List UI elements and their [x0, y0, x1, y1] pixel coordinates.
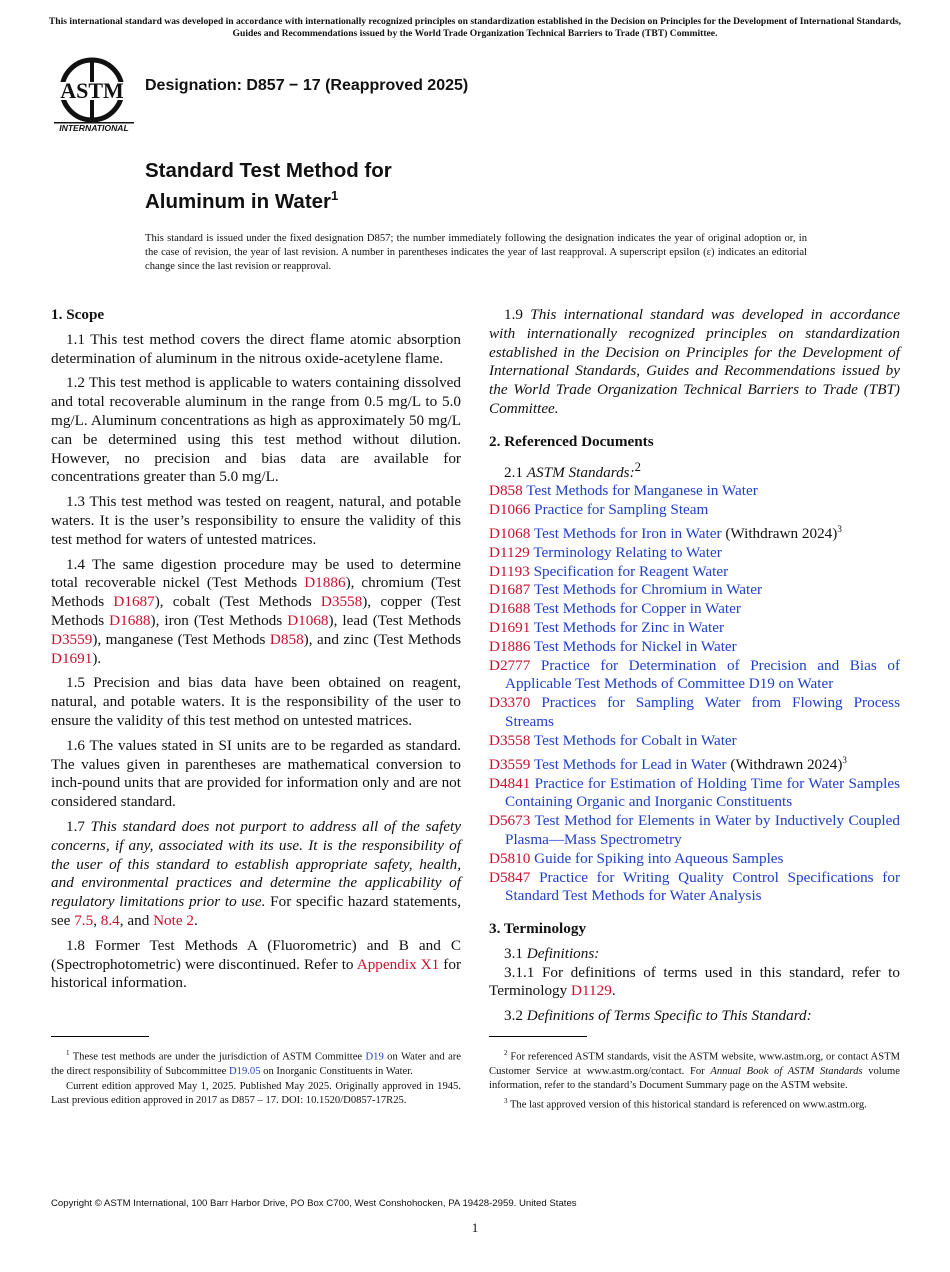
reference-item [489, 581, 900, 600]
para-1-2: 1.2 This test method is applicable to waters containing dissolved and total recoverable aluminum in the range from 0.5 mg/L to 5.0 mg/L. Aluminum concentrations as high as approximately 50 mg/L can be determined using this test method without dilution. However, no precision and bias data are available for concentrations greater than 5.0 mg/L. [51, 374, 461, 486]
reference-footnote-mark: 3 [837, 524, 842, 535]
para-1-3: 1.3 This test method was tested on reagent, natural, and potable waters. It is the user’s responsibility to ensure the validity of this test method for waters of untested matrices. [51, 493, 461, 548]
reference-code-link[interactable]: D3559 [489, 755, 531, 773]
terminology-heading: 3. Terminology [489, 920, 587, 938]
reference-code-link[interactable]: D1691 [489, 619, 531, 637]
reference-code-link[interactable]: D1066 [489, 501, 531, 519]
link-d3559[interactable]: D3559 [51, 630, 93, 648]
reference-withdrawn-note: (Withdrawn 2024) [726, 755, 843, 773]
footnote-2: $^2$ For referenced ASTM standards, visit the ASTM website, www.astm.org, or contact ASTM Customer Service at www.astm.org/contact. For Annual Book of ASTM Standards volume information, refer to the standard’s Document Summary page on the ASTM website. [489, 1049, 900, 1091]
reference-code-link[interactable]: D1068 [489, 525, 531, 543]
reference-title-link[interactable]: Test Methods for Chromium in Water [533, 581, 763, 599]
reference-title-link[interactable]: Practices for Sampling Water from Flowing Process Streams [505, 694, 900, 731]
reference-item [489, 657, 900, 695]
reference-item [489, 775, 900, 813]
reference-title-link[interactable]: Practice for Determination of Precision and Bias of Applicable Test Methods of Committee D19 on Water [505, 656, 901, 693]
reference-item [489, 869, 900, 907]
page-number: 1 [471, 1220, 479, 1235]
reference-footnote-mark: 3 [842, 754, 847, 765]
edition-note: Current edition approved May 1, 2025. Published May 2025. Originally approved in 1945. Last previous edition approved in 2017 as D857 – 17. DOI: 10.1520/D0857-17R25. [51, 1080, 461, 1106]
link-d1691[interactable]: D1691 [51, 649, 93, 667]
astm-logo [52, 56, 136, 134]
para-1-1: 1.1 This test method covers the direct flame atomic absorption determination of aluminum in the nitrous oxide-acetylene flame. [51, 330, 461, 367]
reference-item [489, 694, 900, 732]
document-title [145, 158, 392, 214]
reference-title-link[interactable]: Test Methods for Copper in Water [533, 600, 741, 618]
link-appendix-x1[interactable]: Appendix X1 [356, 955, 440, 973]
reference-item [489, 501, 900, 520]
link-7-5[interactable]: 7.5 [74, 911, 94, 929]
reference-code-link[interactable]: D4841 [489, 774, 531, 792]
link-d19-05[interactable]: D19.05 [229, 1065, 261, 1077]
wto-notice: This international standard was developed in accordance with internationally recognized principles on standardization established in the Decision on Principles for the Development of International Standards, Guides and Recommendations issued by the World Trade Organization Technical Barriers to Trade (TBT) Committee. [48, 16, 902, 39]
reference-item [489, 520, 900, 544]
reference-code-link[interactable]: D1687 [489, 581, 531, 599]
referenced-heading: 2. Referenced Documents [489, 432, 654, 450]
footnotes-left [51, 1046, 461, 1109]
para-1-5: 1.5 Precision and bias data have been obtained on reagent, natural, and potable waters. It is the responsibility of the user to ensure the validity of this test method on untested matrices. [51, 674, 461, 729]
reference-title-link[interactable]: Test Methods for Manganese in Water [526, 482, 758, 500]
para-1-8: 1.8 Former Test Methods A (Fluorometric) and B and C (Spectrophotometric) were discontinued. Refer to Appendix X1 for historical information. [51, 936, 462, 992]
scope-heading: 1. Scope [51, 306, 105, 323]
para-1-7: 1.7 This standard does not purport to address all of the safety concerns, if any, associated with its use. It is the responsibility of the user of this standard to establish appropriate safety, health, and environmental practices and determine the applicability of regulatory limitations prior to use. For specific hazard statements, see 7.5, 8.4, and Note 2. [51, 817, 462, 929]
logo-letters: ASTM [60, 78, 124, 103]
reference-title-link[interactable]: Terminology Relating to Water [533, 543, 722, 561]
reference-code-link[interactable]: D2777 [489, 656, 531, 674]
reference-title-link[interactable]: Test Methods for Nickel in Water [533, 637, 737, 655]
reference-item [489, 544, 900, 563]
reference-item [489, 850, 900, 869]
reference-title-link[interactable]: Test Method for Elements in Water by Inductively Coupled Plasma—Mass Spectrometry [505, 812, 900, 848]
reference-item [489, 619, 900, 638]
link-d1687[interactable]: D1687 [113, 593, 155, 611]
para-3-1: 3.1 Definitions: [504, 944, 600, 962]
astm-logo-graphic [52, 56, 136, 134]
reference-title-link[interactable]: Test Methods for Iron in Water [533, 525, 722, 543]
logo-text: INTERNATIONAL [59, 123, 129, 133]
reference-item [489, 563, 900, 582]
reference-code-link[interactable]: D5847 [489, 868, 531, 886]
copyright: Copyright © ASTM International, 100 Barr Harbor Drive, PO Box C700, West Conshohocken, PA 19428-2959. United States [51, 1198, 577, 1209]
footnote-3: $^3$ The last approved version of this historical standard is referenced on www.astm.org. [504, 1096, 867, 1111]
title-line-1: Standard Test Method for [145, 159, 392, 182]
title-footnote-mark: 1 [331, 188, 339, 203]
link-d1886[interactable]: D1886 [304, 574, 346, 592]
reference-title-link[interactable]: Practice for Estimation of Holding Time for Water Samples Containing Organic and Inorganic Constituents [505, 774, 901, 811]
reference-title-link[interactable]: Guide for Spiking into Aqueous Samples [534, 849, 784, 867]
footnotes-right [489, 1046, 900, 1113]
reference-list [489, 482, 900, 906]
reference-item [489, 751, 900, 775]
link-d1068[interactable]: D1068 [287, 611, 329, 629]
para-1-4: 1.4 The same digestion procedure may be used to determine total recoverable nickel (Test Methods D1886), chromium (Test Methods D1687), cobalt (Test Methods D3558), copper (Test Methods D1688), iron (Test Methods D1068), lead (Test Methods D3559), manganese (Test Methods D858), and zinc (Test Methods D1691). [51, 555, 462, 667]
reference-code-link[interactable]: D858 [489, 482, 523, 500]
link-note-2[interactable]: Note 2 [153, 911, 195, 929]
para-1-6: 1.6 The values stated in SI units are to be regarded as standard. The values given in parentheses are mathematical conversion to inch-pound units that are provided for information only and are not considered standard. [51, 736, 461, 811]
reference-title-link[interactable]: Test Methods for Zinc in Water [533, 619, 725, 637]
reference-item [489, 600, 900, 619]
para-3-2: 3.2 Definitions of Terms Specific to This Standard: [504, 1007, 812, 1025]
footnote-rule-right [489, 1036, 587, 1037]
link-8-4[interactable]: 8.4 [100, 911, 120, 929]
link-d858[interactable]: D858 [269, 630, 304, 648]
footnote-1: $^1$ These test methods are under the jurisdiction of ASTM Committee D19 on Water and are the direct responsibility of Subcommittee D19.05 on Inorganic Constituents in Water. [51, 1049, 462, 1077]
designation: Designation: D857 − 17 (Reapproved 2025) [145, 77, 469, 94]
reference-item [489, 638, 900, 657]
reference-code-link[interactable]: D3558 [489, 731, 531, 749]
reference-code-link[interactable]: D1886 [489, 637, 531, 655]
para-3-1-1: 3.1.1 For definitions of terms used in this standard, refer to Terminology D1129. [489, 963, 900, 1000]
title-line-2: Aluminum in Water$^1$ [145, 188, 339, 213]
link-d19[interactable]: D19 [365, 1051, 384, 1063]
link-d3558[interactable]: D3558 [320, 593, 363, 611]
right-column [489, 306, 900, 1026]
reference-withdrawn-note: (Withdrawn 2024) [721, 525, 838, 543]
reference-code-link[interactable]: D1193 [489, 562, 530, 580]
reference-code-link[interactable]: D1129 [489, 543, 530, 561]
reference-code-link[interactable]: D5673 [489, 812, 531, 830]
issued-note: This standard is issued under the fixed designation D857; the number immediately following the designation indicates the year of original adoption or, in the case of revision, the year of last revision. A number in parentheses indicates the year of last reapproval. A superscript epsilon (ε) indicates an editorial change since the last revision or reapproval. [145, 233, 807, 272]
link-d1129-terminology[interactable]: D1129 [571, 982, 612, 1000]
reference-code-link[interactable]: D5810 [489, 849, 531, 867]
reference-code-link[interactable]: D3370 [489, 694, 531, 712]
left-column [51, 306, 461, 999]
reference-code-link[interactable]: D1688 [489, 600, 531, 618]
reference-title-link[interactable]: Test Methods for Cobalt in Water [533, 731, 737, 749]
link-d1688[interactable]: D1688 [109, 611, 151, 629]
reference-title-link[interactable]: Practice for Writing Quality Control Specifications for Standard Test Methods for Water Analysis [505, 868, 901, 905]
reference-item [489, 732, 900, 751]
astm-standards-intro: 2.1 ASTM Standards:$^2$ [504, 459, 641, 481]
footnote-rule-left [51, 1036, 149, 1037]
reference-title-link[interactable]: Specification for Reagent Water [533, 562, 729, 580]
reference-item [489, 482, 900, 501]
para-1-9: 1.9 This international standard was developed in accordance with internationally recognized principles on standardization established in the Decision on Principles for the Development of International Standards, Guides and Recommendations issued by the World Trade Organization Technical Barriers to Trade (TBT) Committee. [489, 306, 901, 417]
reference-title-link[interactable]: Practice for Sampling Steam [534, 501, 709, 519]
reference-title-link[interactable]: Test Methods for Lead in Water [533, 755, 727, 773]
reference-item [489, 812, 900, 850]
